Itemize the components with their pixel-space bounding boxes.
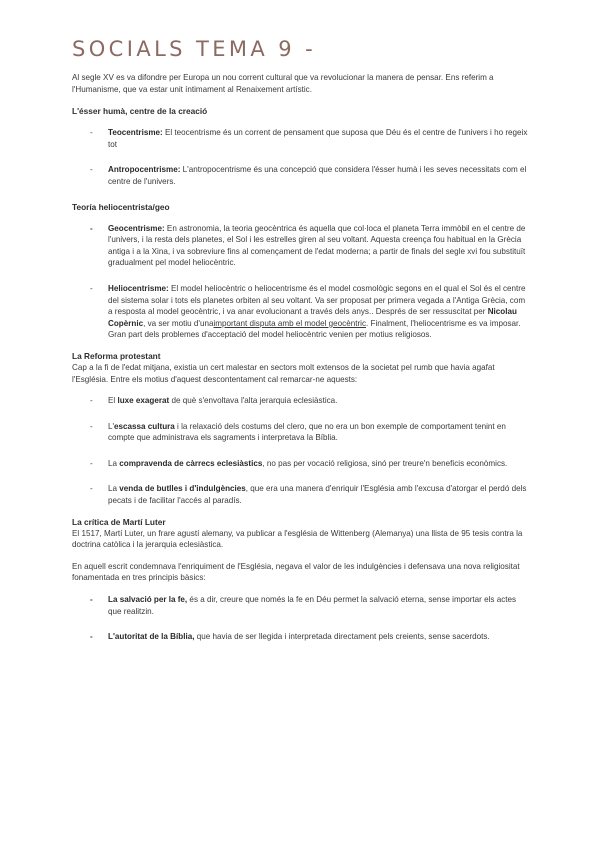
dash-bullet: - [90, 458, 93, 468]
section-heading-reform: La Reforma protestant [72, 350, 161, 361]
dash-bullet: - [90, 396, 93, 406]
dash-bullet: - [90, 632, 93, 642]
list-item [72, 594, 528, 617]
item-text: El [108, 396, 118, 406]
item-text: L' [108, 421, 115, 431]
underlined-phrase: important disputa amb el model geocèntric [213, 318, 366, 328]
item-text: La [108, 484, 120, 494]
key-phrase: escassa cultura [114, 421, 175, 431]
definition: El model heliocèntric o heliocentrisme és el model cosmològic segons en el qual el Sol és el centre del sistema solar i tots els planetes orbiten al seu voltant. Va ser proposat per primera vegada a l'Antiga Grècia, com a resposta al model geocèntric, i va anar evolucionant a través dels anys.. Després de ser ressuscitat per [108, 283, 526, 317]
item-text: de què s'envoltava l'alta jerarquia eclesiàstica. [169, 396, 338, 406]
item-text: , no pas per vocació religiosa, sinó per treure'n beneficis econòmics. [262, 458, 508, 468]
list-item [72, 421, 528, 444]
definition: En astronomia, la teoria geocèntrica és aquella que col·loca el planeta Terra immòbil en el centre de l'univers, i la resta dels planetes, el Sol i les estrelles giren al seu voltant. Aquesta creença fou habitual en la Grècia antiga i a la Xina, i va sobreviure fins al començament de l'edat moderna; a partir de finals del segle xvi fou substituït gradualment pel model heliocèntric. [108, 223, 526, 268]
dash-bullet: - [90, 165, 93, 175]
dash-bullet: - [90, 128, 93, 138]
section-heading-helio-geo: Teoría heliocentrista/geo [72, 201, 170, 212]
luther-paragraph-1: El 1517, Martí Luter, un frare agustí alemany, va publicar a l'església de Wittenberg (Alemanya) una llista de 95 tesis contra la doctrina catòlica i la jerarquia eclesiàstica. [72, 528, 523, 550]
dash-bullet: - [90, 484, 93, 494]
person-name: Nicolau Copèrnic [108, 307, 517, 328]
dash-bullet: - [90, 283, 93, 293]
item-text: La [108, 458, 120, 468]
definition: El teocentrisme és un corrent de pensament que suposa que Déu és el centre de l'univers i ho regeix tot [108, 128, 528, 149]
dash-bullet: - [90, 595, 93, 605]
list-item [72, 127, 528, 150]
list-item [72, 223, 528, 269]
key-phrase: La salvació per la fe, [108, 595, 188, 605]
item-text: és a dir, creure que només la fe en Déu permet la salvació eterna, sense importar els actes que realitzin. [108, 595, 517, 616]
key-phrase: luxe exagerat [117, 396, 170, 406]
reform-paragraph: Cap a la fi de l'edat mitjana, existia un cert malestar en sectors molt extensos de la societat pel rumb que havia agafat l'Església. Entre els motius d'aquest descontentament cal remarcar-ne aquests: [72, 362, 495, 384]
definition: , va ser motiu d'una [143, 318, 214, 328]
dash-bullet: - [90, 421, 93, 431]
key-phrase: L'autoritat de la Bíblia, [108, 632, 195, 642]
term: Heliocentrisme: [108, 283, 169, 293]
intro-paragraph: Al segle XV es va difondre per Europa un nou corrent cultural que va revolucionar la manera de pensar. Ens referim a l'Humanisme, que va estar unit íntimament al Renaixement artístic. [72, 73, 494, 94]
dash-bullet: - [90, 223, 93, 233]
list-item [72, 483, 528, 506]
section-heading-luther: La crítica de Martí Luter [72, 516, 166, 527]
list-item [72, 283, 528, 341]
section-heading-humanism: L'ésser humà, centre de la creació [72, 106, 208, 117]
list-item [72, 395, 528, 407]
page-title: SOCIALS TEMA 9 - [72, 37, 317, 61]
list-item [72, 164, 528, 187]
item-text: i la relaxació dels costums del clero, que no era un bon exemple de comportament tenint en compte que administrava els sagraments i interpretava la Bíblia. [108, 421, 506, 443]
list-item [72, 631, 528, 643]
definition: . Finalment, l'heliocentrisme es va imposar. Gran part dels problemes d'acceptació del model heliocèntric venien per motius religiosos. [108, 318, 521, 340]
term: Geocentrisme: [108, 223, 165, 233]
key-phrase: compravenda de càrrecs eclesiàstics [119, 458, 263, 468]
definition: L'antropocentrisme és una concepció que considera l'ésser humà i les seves necessitats com el centre de l'univers. [108, 165, 527, 186]
list-item [72, 458, 528, 470]
luther-paragraph-2: En aquell escrit condemnava l'enriquiment de l'Església, negava el valor de les indulgències i defensava una nova religiositat fonamentada en tres principis bàsics: [72, 561, 520, 583]
term: Antropocentrisme: [108, 165, 181, 175]
item-text: , que era una manera d'enriquir l'Església amb l'excusa d'atorgar el perdó dels pecats i de facilitar l'accés al paradís. [108, 484, 527, 506]
term: Teocentrisme: [108, 128, 163, 138]
key-phrase: venda de butlles i d'indulgències [119, 484, 246, 494]
document-page [72, 36, 528, 657]
item-text: que havia de ser llegida i interpretada directament pels creients, sense sacerdots. [194, 632, 490, 642]
